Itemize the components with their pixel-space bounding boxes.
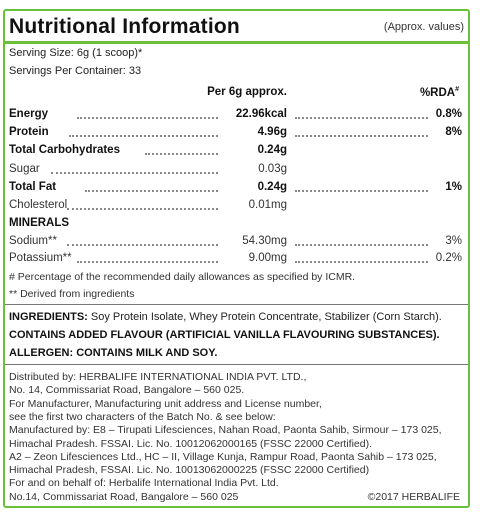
header-row — [5, 11, 468, 41]
nutrient-amount: 0.24g — [257, 181, 287, 193]
rda-dot-leader — [295, 190, 428, 192]
nutrient-amount: 22.96kcal — [235, 108, 287, 120]
distribution-line: No. 14, Commissariat Road, Bangalore – 560 025. — [9, 384, 245, 397]
nutrient-amount: 0.24g — [257, 144, 287, 156]
rda-dot-leader — [295, 244, 428, 246]
dot-leader — [77, 117, 218, 119]
nutrient-rda: 8% — [445, 126, 462, 138]
ingredients-text: Soy Protein Isolate, Whey Protein Concentrate, Stabilizer (Corn Starch). — [87, 311, 442, 323]
page-title: Nutritional Information — [9, 15, 240, 38]
nutrient-row — [5, 108, 468, 123]
nutrient-row — [5, 181, 468, 196]
nutrient-label: Total Fat — [9, 181, 57, 193]
nutrient-row — [5, 199, 468, 214]
mineral-rda: 0.2% — [435, 252, 462, 264]
distribution-line: No.14, Commissariat Road, Bangalore – 560 025 — [9, 490, 239, 503]
nutrient-label: Total Carbohydrates — [9, 144, 120, 156]
mineral-amount: 54.30mg — [242, 235, 287, 247]
mineral-amount: 9.00mg — [248, 252, 287, 264]
header-divider — [5, 41, 468, 44]
dot-leader — [67, 244, 218, 246]
dot-leader — [67, 208, 218, 210]
dot-leader — [51, 172, 218, 174]
distribution-line: Manufactured by: E8 – Tirupati Lifesciences, Nahan Road, Paonta Sahib, Sirmour – 173 025, — [9, 424, 442, 437]
rda-dot-leader — [295, 117, 428, 119]
nutrient-amount: 4.96g — [257, 126, 287, 138]
mineral-row — [5, 252, 468, 267]
minerals-title: MINERALS — [9, 217, 70, 229]
servings-per-container: Servings Per Container: 33 — [9, 65, 142, 77]
approx-values-note: (Approx. values) — [383, 21, 464, 33]
mineral-label: Potassium** — [9, 252, 72, 264]
nutrient-amount: 0.01mg — [248, 199, 287, 211]
nutrient-label: Cholesterol — [9, 199, 68, 211]
distribution-line: see the first two characters of the Batch No. & see below: — [9, 410, 276, 423]
distribution-line: Himachal Pradesh, FSSAI. Lic. No. 10013062000225 (FSSC 22000 Certified) — [9, 464, 370, 477]
allergen-statement: ALLERGEN: CONTAINS MILK AND SOY. — [9, 347, 218, 359]
distribution-line: Distributed by: HERBALIFE INTERNATIONAL INDIA PVT. LTD., — [9, 371, 307, 383]
distribution-line: For Manufacturer, Manufacturing unit address and License number, — [9, 397, 322, 410]
copyright: ©2017 HERBALIFE — [367, 491, 460, 503]
rda-dot-leader — [295, 261, 428, 263]
divider-distribution — [5, 364, 468, 365]
nutrient-amount: 0.03g — [258, 163, 287, 175]
flavour-statement: CONTAINS ADDED FLAVOUR (ARTIFICIAL VANILLA FLAVOURING SUBSTANCES). — [9, 329, 440, 341]
divider-ingredients — [5, 304, 468, 305]
distribution-line: A2 – Zeon Lifesciences Ltd., HC – II, Village Kunja, Rampur Road, Paonta Sahib – 173 025, — [9, 450, 437, 463]
column-header-rda: %RDA# — [419, 86, 459, 99]
mineral-row — [5, 235, 468, 250]
rda-dot-leader — [295, 135, 428, 137]
column-header-per: Per 6g approx. — [207, 86, 287, 98]
distribution-line: Himachal Pradesh. FSSAI. Lic. No. 10012062000165 (FSSC 22000 Certified). — [9, 437, 373, 450]
mineral-label: Sodium** — [9, 235, 57, 247]
dot-leader — [145, 153, 218, 155]
nutrient-rda: 1% — [445, 181, 462, 193]
nutrient-row — [5, 126, 468, 141]
nutrient-label: Energy — [9, 108, 48, 120]
ingredients-label: INGREDIENTS: — [9, 311, 88, 323]
nutrition-panel — [3, 9, 470, 508]
ingredients-line — [9, 311, 442, 323]
nutrient-label: Sugar — [9, 163, 40, 175]
dot-leader — [77, 261, 218, 263]
nutrient-row — [5, 163, 468, 178]
derived-footnote: ** Derived from ingredients — [9, 288, 135, 300]
rda-footnote: # Percentage of the recommended daily allowances as specified by ICMR. — [9, 271, 356, 283]
distribution-line: For and on behalf of: Herbalife International India Pvt. Ltd. — [9, 477, 279, 490]
nutrient-label: Protein — [9, 126, 49, 138]
nutrient-rda: 0.8% — [435, 108, 462, 120]
nutrient-row — [5, 144, 468, 159]
serving-size: Serving Size: 6g (1 scoop)* — [9, 47, 143, 59]
mineral-rda: 3% — [445, 235, 462, 247]
dot-leader — [85, 190, 218, 192]
dot-leader — [69, 135, 218, 137]
